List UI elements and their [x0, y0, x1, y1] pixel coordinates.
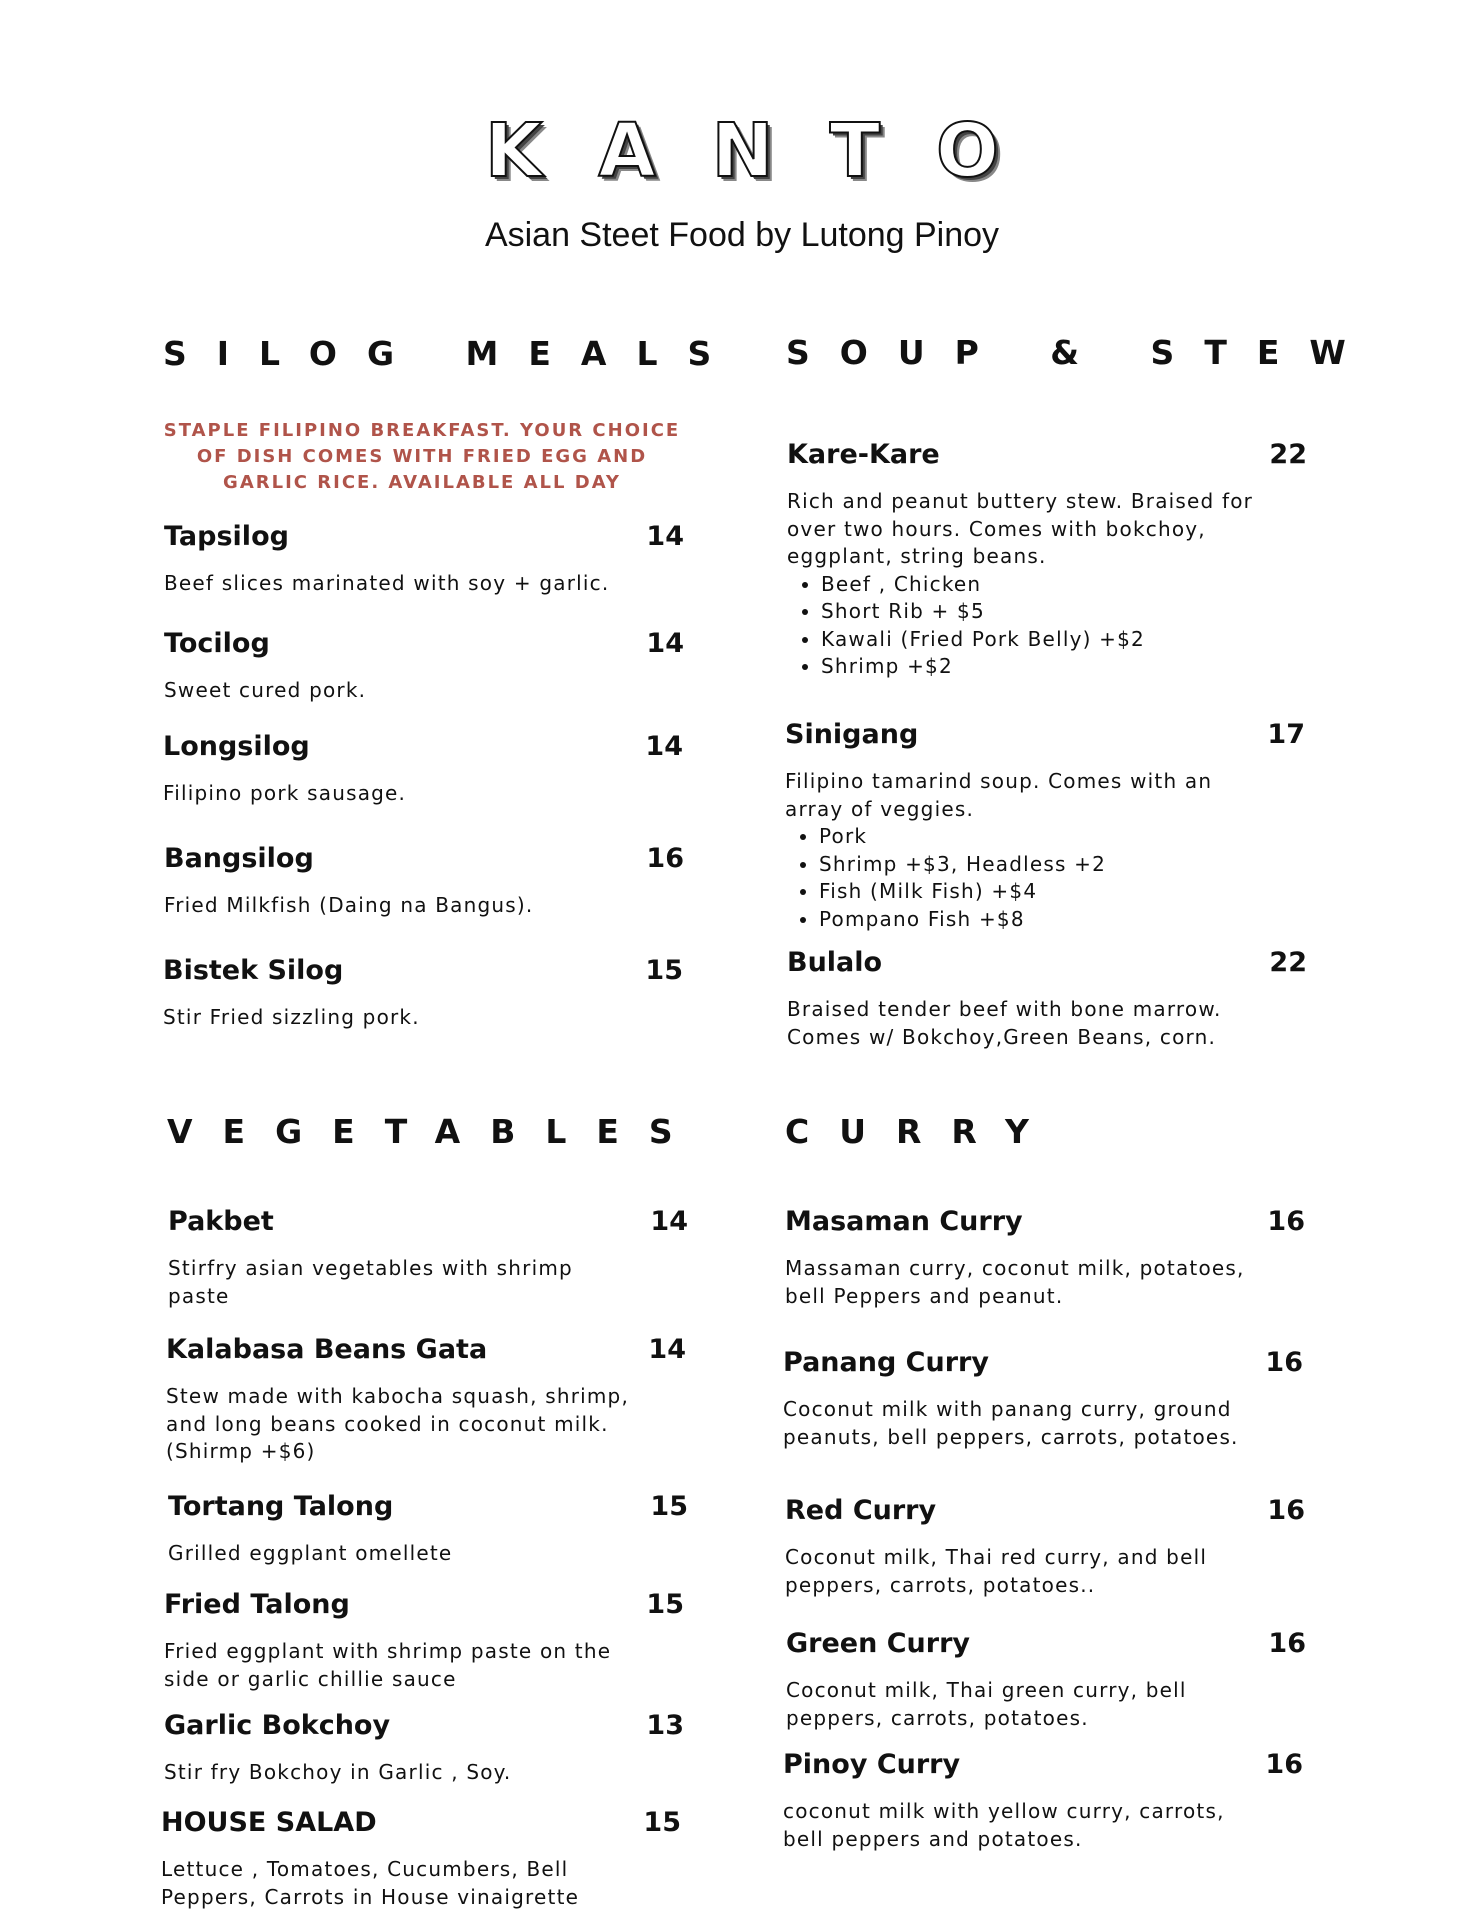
item-description: Massaman curry, coconut milk, potatoes, bell Peppers and peanut.	[785, 1256, 1245, 1308]
item-price: 17	[1267, 719, 1305, 750]
option: • Shrimp +$2	[821, 653, 1307, 681]
item-description: Coconut milk, Thai red curry, and bell peppers, carrots, potatoes..	[785, 1545, 1208, 1597]
item-name: Longsilog	[163, 731, 310, 762]
item-name: Garlic Bokchoy	[164, 1710, 391, 1741]
item-price: 14	[646, 521, 684, 552]
item-name: Pinoy Curry	[783, 1749, 961, 1780]
item-name: Red Curry	[785, 1495, 937, 1526]
menu-item	[164, 1589, 684, 1693]
item-price: 14	[646, 628, 684, 659]
option: • Kawali (Fried Pork Belly) +$2	[821, 626, 1307, 654]
item-price: 16	[1267, 1206, 1305, 1237]
item-description: Stir Fried sizzling pork.	[163, 1005, 420, 1029]
item-description: Lettuce , Tomatoes, Cucumbers, Bell Peppers, Carrots in House vinaigrette	[161, 1857, 580, 1909]
item-description: Grilled eggplant omellete	[168, 1541, 453, 1565]
item-description: Braised tender beef with bone marrow. Comes w/ Bokchoy,Green Beans, corn.	[787, 997, 1222, 1049]
section-title-curry: CURRY	[785, 1112, 1059, 1151]
tagline: Asian Steet Food by Lutong Pinoy	[484, 216, 1000, 254]
menu-item	[164, 521, 684, 598]
menu-item	[785, 1206, 1305, 1310]
item-price: 14	[650, 1206, 688, 1237]
item-price: 14	[648, 1334, 686, 1365]
item-description: Filipino pork sausage.	[163, 781, 407, 805]
item-name: Bangsilog	[164, 843, 314, 874]
item-price: 13	[646, 1710, 684, 1741]
menu-item	[785, 1495, 1305, 1599]
item-options	[785, 823, 1305, 933]
item-options	[787, 571, 1307, 681]
option: • Pompano Fish +$8	[819, 906, 1305, 934]
item-price: 14	[645, 731, 683, 762]
menu-item	[163, 731, 683, 808]
item-name: Tocilog	[164, 628, 270, 659]
item-name: Kare-Kare	[787, 439, 940, 470]
option: • Pork	[819, 823, 1305, 851]
item-name: Fried Talong	[164, 1589, 350, 1620]
item-name: Masaman Curry	[785, 1206, 1023, 1237]
item-name: Panang Curry	[783, 1347, 989, 1378]
option: • Short Rib + $5	[821, 598, 1307, 626]
section-note: STAPLE FILIPINO BREAKFAST. YOUR CHOICE OF DISH COMES WITH FRIED EGG AND GARLIC RICE. AVAILABLE ALL DAY	[163, 420, 681, 493]
item-name: Pakbet	[168, 1206, 274, 1237]
section-title-vegetables: VEGETABLES	[167, 1112, 703, 1151]
item-price: 16	[646, 843, 684, 874]
item-name: Sinigang	[785, 719, 919, 750]
item-description: Sweet cured pork.	[164, 678, 367, 702]
item-name: Tapsilog	[164, 521, 289, 552]
item-description: Fried eggplant with shrimp paste on the side or garlic chillie sauce	[164, 1639, 612, 1691]
option: • Fish (Milk Fish) +$4	[819, 878, 1305, 906]
option: • Beef , Chicken	[821, 571, 1307, 599]
item-price: 22	[1269, 439, 1307, 470]
item-description: Stir fry Bokchoy in Garlic , Soy.	[164, 1760, 512, 1784]
item-price: 15	[645, 955, 683, 986]
item-price: 16	[1267, 1495, 1305, 1526]
menu-item	[164, 1710, 684, 1787]
menu-item	[783, 1749, 1303, 1853]
item-description: Stew made with kabocha squash, shrimp, and long beans cooked in coconut milk. (Shirmp +$6)	[166, 1384, 630, 1463]
item-description: Coconut milk, Thai green curry, bell peppers, carrots, potatoes.	[786, 1678, 1187, 1730]
menu-item	[168, 1491, 688, 1568]
option: • Shrimp +$3, Headless +2	[819, 851, 1305, 879]
item-price: 16	[1265, 1749, 1303, 1780]
menu-item	[783, 1347, 1303, 1451]
menu-item	[785, 719, 1305, 933]
brand-logo: KANTO	[485, 108, 1055, 194]
item-name: Bulalo	[787, 947, 883, 978]
item-name: Kalabasa Beans Gata	[166, 1334, 488, 1365]
item-name: Green Curry	[786, 1628, 970, 1659]
menu-item	[163, 955, 683, 1032]
menu-item	[166, 1334, 686, 1466]
section-title-soup: SOUP & STEW	[786, 333, 1376, 372]
item-name: Bistek Silog	[163, 955, 344, 986]
item-name: Tortang Talong	[168, 1491, 394, 1522]
item-description: coconut milk with yellow curry, carrots, bell peppers and potatoes.	[783, 1799, 1225, 1851]
menu-item	[786, 1628, 1306, 1732]
menu-item	[787, 439, 1307, 681]
item-description: Filipino tamarind soup. Comes with an array of veggies.	[785, 769, 1213, 821]
item-description: Coconut milk with panang curry, ground peanuts, bell peppers, carrots, potatoes.	[783, 1397, 1239, 1449]
item-description: Fried Milkfish (Daing na Bangus).	[164, 893, 534, 917]
item-price: 16	[1268, 1628, 1306, 1659]
item-description: Rich and peanut buttery stew. Braised for over two hours. Comes with bokchoy, eggplant, string beans.	[787, 489, 1254, 568]
item-description: Stirfry asian vegetables with shrimp paste	[168, 1256, 573, 1308]
item-price: 15	[646, 1589, 684, 1620]
item-price: 22	[1269, 947, 1307, 978]
item-name: HOUSE SALAD	[161, 1807, 377, 1838]
item-price: 15	[643, 1807, 681, 1838]
item-price: 15	[650, 1491, 688, 1522]
menu-item	[164, 628, 684, 705]
section-title-silog: SILOG MEALS	[163, 334, 742, 373]
menu-item	[161, 1807, 681, 1911]
item-price: 16	[1265, 1347, 1303, 1378]
menu-item	[164, 843, 684, 920]
item-description: Beef slices marinated with soy + garlic.	[164, 571, 610, 595]
menu-item	[787, 947, 1307, 1051]
menu-item	[168, 1206, 688, 1310]
